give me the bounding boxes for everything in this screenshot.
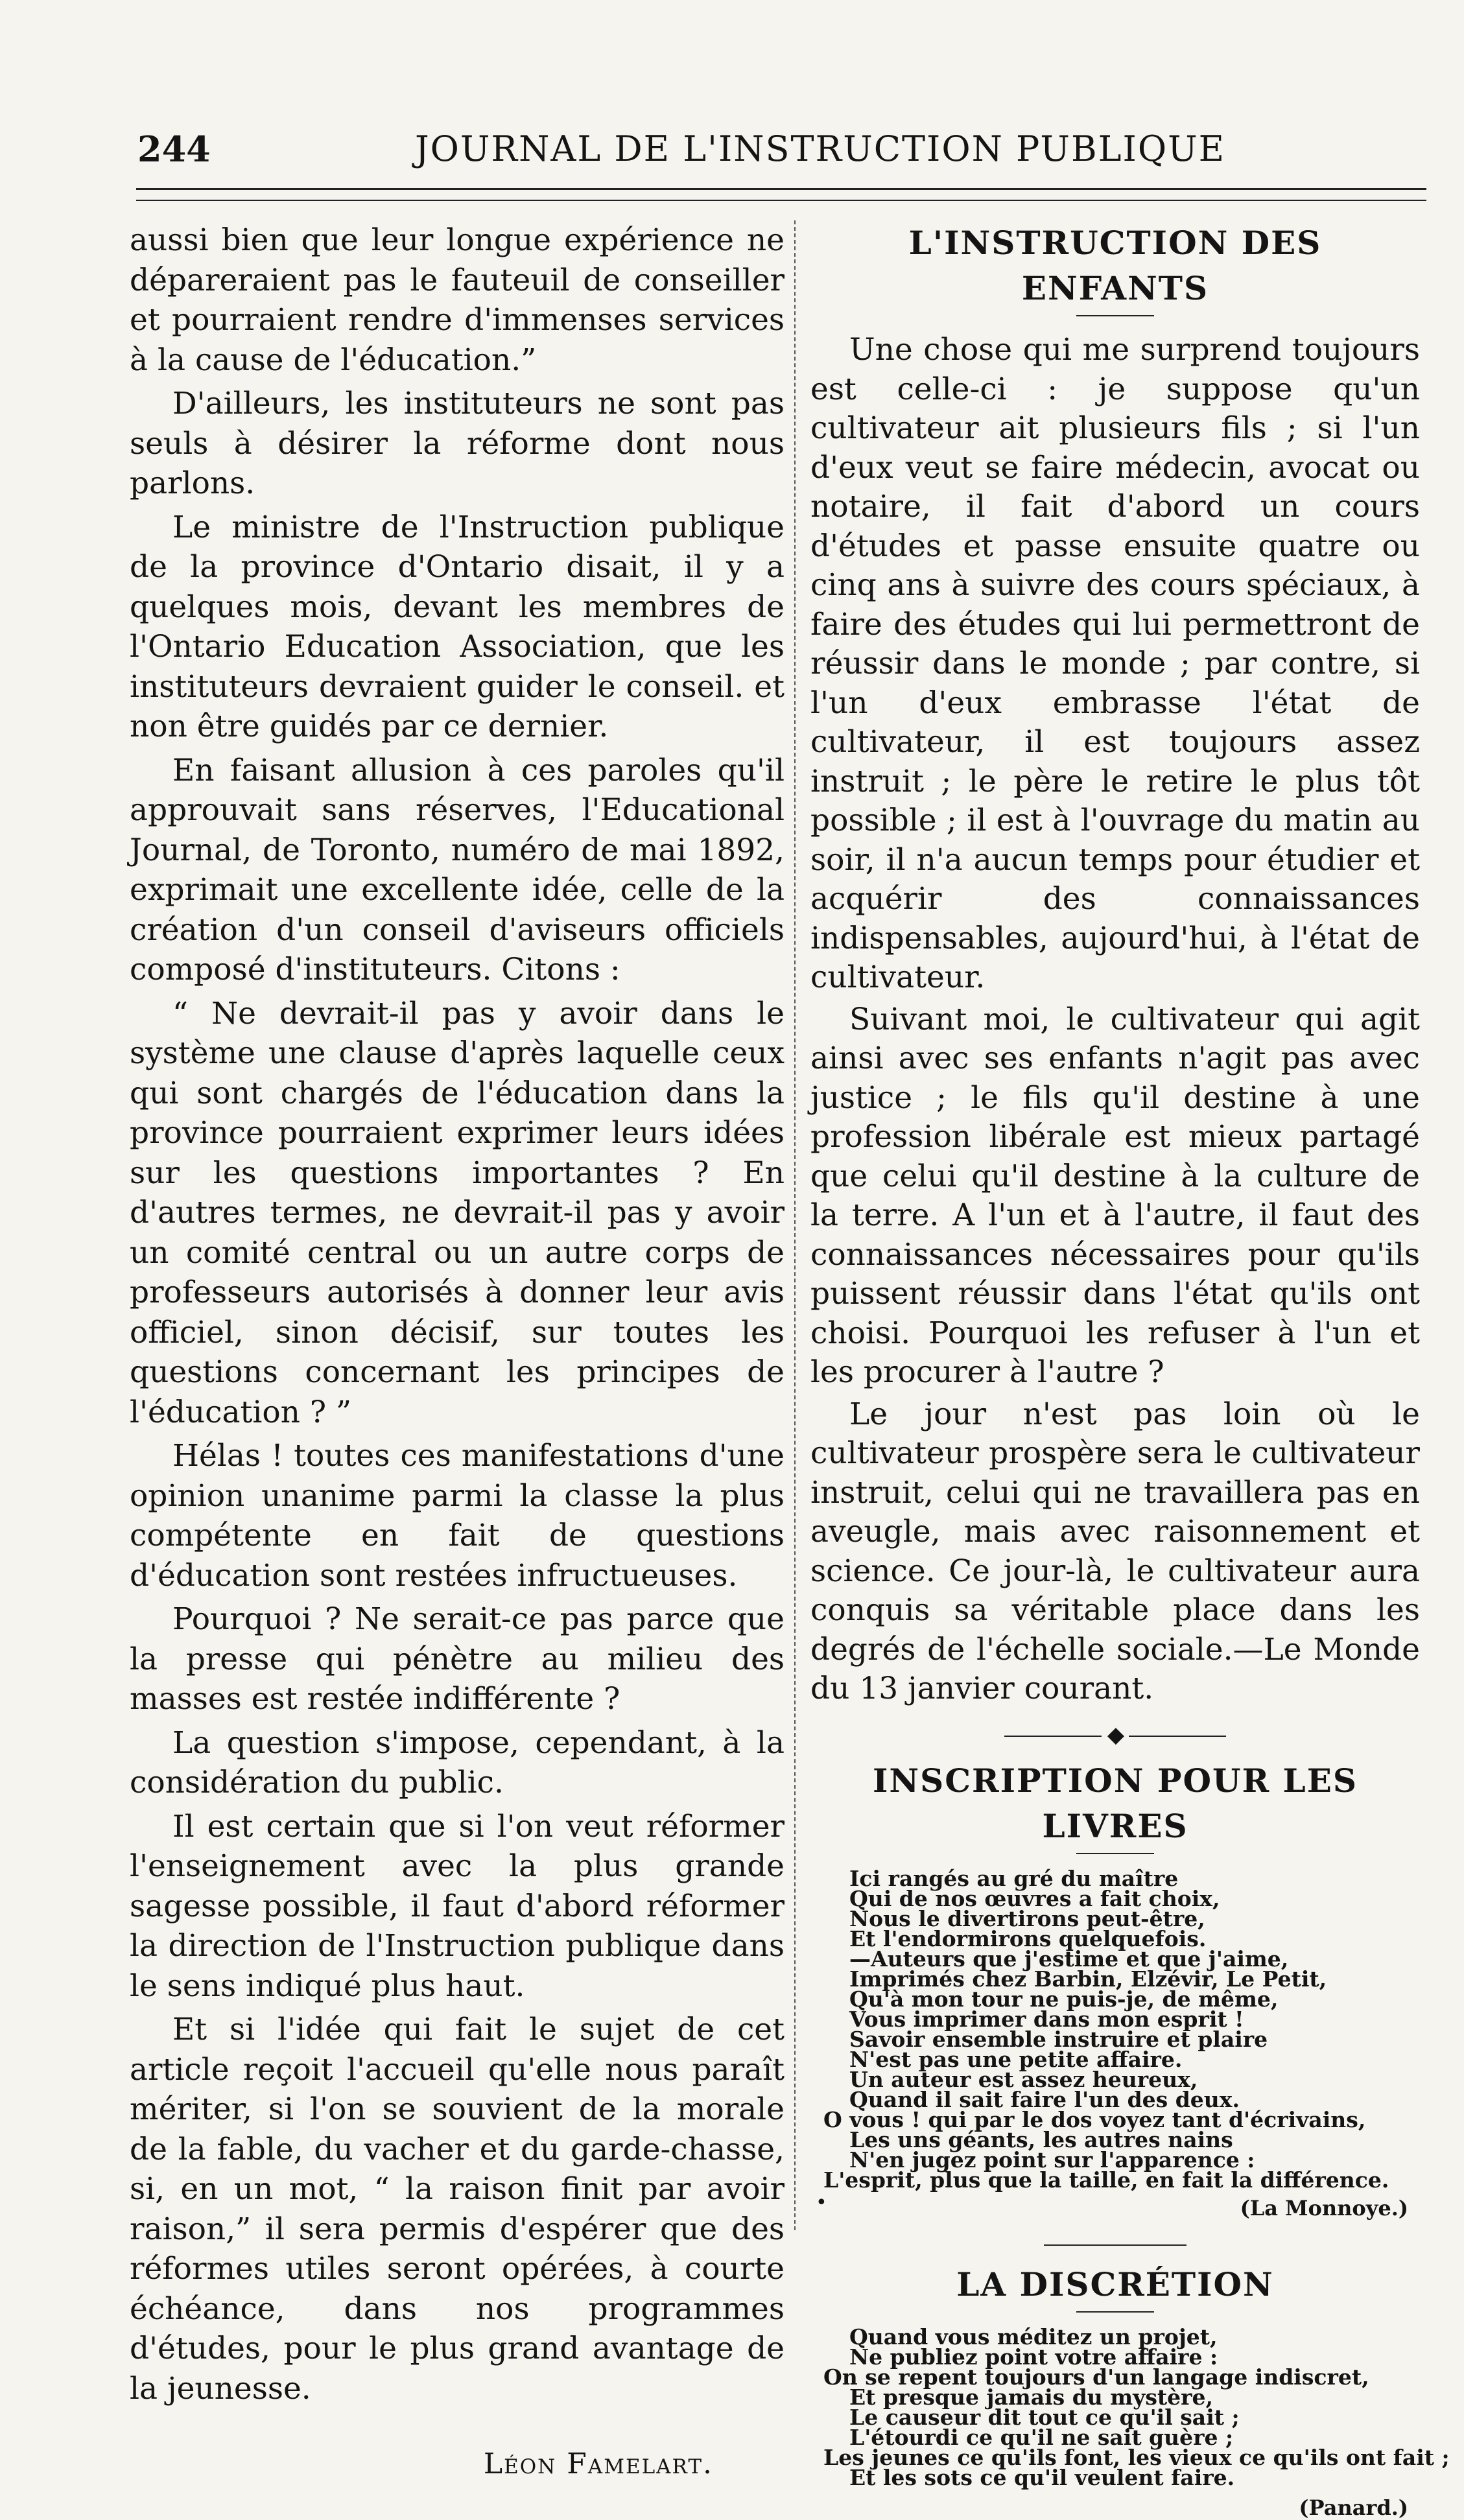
poem-line: Qui de nos œuvres a fait choix, bbox=[849, 1885, 1220, 1911]
author-signature: Léon Famelart. bbox=[483, 2447, 713, 2480]
section-title-instruction: L'INSTRUCTION DES ENFANTS bbox=[908, 224, 1322, 307]
poem-line: Et presque jamais du mystère, bbox=[849, 2384, 1214, 2410]
paragraph: En faisant allusion à ces paroles qu'il approuvait sans réserves, l'Educational Journal, de Toronto, numéro de mai 1892, exprimait une excellente idée, celle de la création d'un conseil d'aviseurs officiels composé d'instituteurs. Citons : bbox=[130, 752, 785, 987]
attribution-la-monnoye: (La Monnoye.) bbox=[1240, 2195, 1408, 2220]
poem-line: Vous imprimer dans mon esprit ! bbox=[849, 2006, 1244, 2032]
poem-line: Savoir ensemble instruire et plaire bbox=[849, 2026, 1268, 2052]
paragraph: Pourquoi ? Ne serait-ce pas parce que la presse qui pénètre au milieu des masses est restée indifférente ? bbox=[130, 1601, 785, 1717]
paragraph: aussi bien que leur longue expérience ne dépareraient pas le fauteuil de conseiller et pourraient rendre d'immenses services à la cause de l'éducation.” bbox=[130, 222, 785, 378]
poem-line: Imprimés chez Barbin, Elzévir, Le Petit, bbox=[849, 1966, 1327, 1992]
poem-line: Qu'à mon tour ne puis-je, de même, bbox=[849, 1986, 1279, 2012]
title-rule bbox=[1076, 315, 1154, 316]
poem-line: Quand vous méditez un projet, bbox=[849, 2324, 1218, 2349]
poem-line: Ici rangés au gré du maître bbox=[849, 1865, 1179, 1891]
diamond-ornament: ◆ bbox=[1107, 1721, 1124, 1748]
section-ornament bbox=[810, 1722, 1420, 1748]
ornament-line bbox=[1004, 1736, 1102, 1737]
ornament-line bbox=[1044, 2244, 1187, 2246]
header-rule-2 bbox=[136, 200, 1426, 201]
poem-line: Un auteur est assez heureux, bbox=[849, 2066, 1198, 2092]
paragraph: Hélas ! toutes ces manifestations d'une opinion unanime parmi la classe la plus compétente en fait de questions d'éducation sont restées infructueuses. bbox=[130, 1438, 785, 1594]
ornament-line bbox=[1129, 1736, 1226, 1737]
paragraph: Il est certain que si l'on veut réformer l'enseignement avec la plus grande sagesse possible, il faut d'abord réformer la direction de l'Instruction publique dans le sens indiqué plus haut. bbox=[130, 1808, 785, 2004]
title-rule bbox=[1076, 1853, 1154, 1854]
section-title-discretion: LA DISCRÉTION bbox=[956, 2265, 1274, 2303]
paragraph: Une chose qui me surprend toujours est celle-ci : je suppose qu'un cultivateur ait plusieurs fils ; si l'un d'eux veut se faire médecin, avocat ou notaire, il fait d'abord un cours d'études et passe ensuite quatre ou cinq ans à suivre des cours spéciaux, à faire des études qui lui permettront de réussir dans le monde ; par contre, si l'un d'eux embrasse l'état de cultivateur, il est toujours assez instruit ; le père le retire le plus tôt possible ; il est à l'ouvrage du matin au soir, il n'a aucun temps pour étudier et acquérir des connaissances indispensables, aujourd'hui, à l'état de cultivateur. bbox=[810, 332, 1420, 995]
poem-line: On se repent toujours d'un langage indiscret, bbox=[823, 2364, 1369, 2390]
paragraph: La question s'impose, cependant, à la considération du public. bbox=[130, 1725, 785, 1800]
poem-line: Ne publiez point votre affaire : bbox=[849, 2344, 1218, 2370]
section-body-instruction bbox=[810, 331, 1420, 1709]
poem-line: N'est pas une petite affaire. bbox=[849, 2046, 1183, 2072]
attribution-panard: (Panard.) bbox=[1299, 2495, 1408, 2520]
section-title-inscription: INSCRIPTION POUR LES LIVRES bbox=[873, 1761, 1358, 1845]
poem-line: N'en jugez point sur l'apparence : bbox=[849, 2147, 1255, 2173]
poem-line: Le causeur dit tout ce qu'il sait ; bbox=[849, 2404, 1240, 2430]
poem-inscription bbox=[810, 1865, 1420, 2193]
paragraph: D'ailleurs, les instituteurs ne sont pas seuls à désirer la réforme dont nous parlons. bbox=[130, 386, 785, 501]
left-column bbox=[130, 220, 785, 2480]
poem-line: Et les sots ce qu'il veulent faire. bbox=[849, 2464, 1235, 2490]
journal-title: JOURNAL DE L'INSTRUCTION PUBLIQUE bbox=[415, 128, 1226, 169]
bullet-mark: • bbox=[816, 2191, 827, 2214]
poem-line: Nous le divertirons peut-être, bbox=[849, 1905, 1205, 1931]
section-rule bbox=[810, 2231, 1420, 2257]
poem-line: Les uns géants, les autres nains bbox=[849, 2126, 1233, 2152]
article-body bbox=[130, 220, 785, 2408]
quotation-paragraph: “ Ne devrait-il pas y avoir dans le système une clause d'après laquelle ceux qui sont chargés de l'éducation dans la province pourraient exprimer leurs idées sur les questions importantes ? En d'autres termes, ne devrait-il pas y avoir un comité central ou un autre corps de professeurs autorisés à donner leur avis officiel, sinon décisif, sur toutes les questions concernant les principes de l'éducation ? ” bbox=[130, 995, 785, 1430]
poem-line: Les jeunes ce qu'ils font, les vieux ce qu'ils ont fait ; bbox=[823, 2444, 1450, 2470]
paragraph: Le ministre de l'Instruction publique de la province d'Ontario disait, il y a quelques mois, devant les membres de l'Ontario Education Association, que les instituteurs devraient guider le conseil. et non être guidés par ce dernier. bbox=[130, 509, 785, 744]
poem-line: —Auteurs que j'estime et que j'aime, bbox=[849, 1946, 1289, 1972]
poem-line: O vous ! qui par le dos voyez tant d'écrivains, bbox=[823, 2106, 1366, 2132]
right-column bbox=[810, 220, 1450, 2520]
poem-line: Quand il sait faire l'un des deux. bbox=[849, 2086, 1240, 2112]
poem-discretion bbox=[810, 2324, 1450, 2490]
page-number: 244 bbox=[137, 128, 211, 170]
poem-line: Et l'endormirons quelquefois. bbox=[849, 1925, 1207, 1951]
page-header bbox=[130, 123, 1362, 182]
paragraph: Le jour n'est pas loin où le cultivateur prospère sera le cultivateur instruit, celui qui ne travaillera pas en aveugle, mais avec raisonnement et science. Ce jour-là, le cultivateur aura conquis sa véritable place dans les degrés de l'échelle sociale.—Le Monde du 13 janvier courant. bbox=[810, 1396, 1420, 1706]
title-rule bbox=[1076, 2311, 1154, 2313]
column-divider bbox=[794, 220, 796, 2230]
paragraph: Et si l'idée qui fait le sujet de cet article reçoit l'accueil qu'elle nous paraît mériter, si l'on se souvient de la morale de la fable, du vacher et du garde-chasse, si, en un mot, “ la raison finit par avoir raison,” il sera permis d'espérer que des réformes utiles seront opérées, à courte échéance, dans nos programmes d'études, pour le plus grand avantage de la jeunesse. bbox=[130, 2012, 785, 2407]
paragraph: Suivant moi, le cultivateur qui agit ainsi avec ses enfants n'agit pas avec justice ; le fils qu'il destine à une profession libérale est mieux partagé que celui qu'il destine à la culture de la terre. A l'un et à l'autre, il faut des connaissances nécessaires pour qu'ils puissent réussir dans l'état qu'ils ont choisi. Pourquoi les refuser à l'un et les procurer à l'autre ? bbox=[810, 1001, 1420, 1390]
poem-line: L'esprit, plus que la taille, en fait la différence. bbox=[823, 2167, 1389, 2193]
header-rule bbox=[136, 188, 1426, 190]
poem-line: L'étourdi ce qu'il ne sait guère ; bbox=[849, 2424, 1234, 2450]
